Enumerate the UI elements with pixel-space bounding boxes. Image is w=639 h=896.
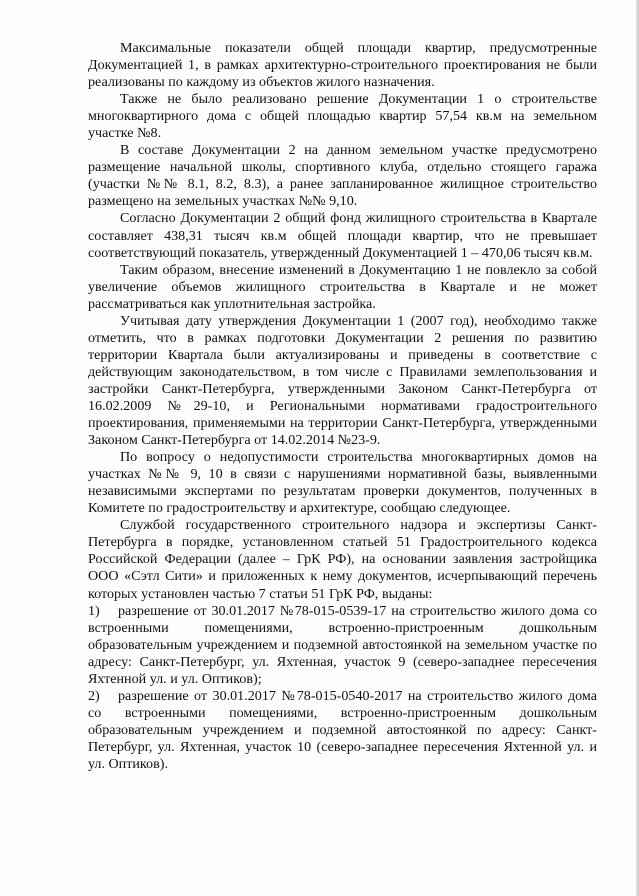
paragraph-1: Максимальные показатели общей площади квартир, предусмотренные Документацией 1, в рамках архитектурно-строительного проектирования не были реализованы по каждому из объектов жилого назначения. (88, 40, 597, 91)
list-item-text: разрешение от 30.01.2017 №78-015-0539-17 на строительство жилого дома со встроенными помещениями, встроенно-пристроенным дошкольным образовательным учреждением и подземной автостоянкой на земельном участке по адресу: Санкт-Петербург, ул. Яхтенная, участок 9 (северо-западнее пересечения Яхтенной ул. и ул. Оптиков); (88, 602, 597, 687)
paragraph-6: Учитывая дату утверждения Документации 1 (2007 год), необходимо также отметить, что в рамках подготовки Документации 2 решения по развитию территории Квартала были актуализированы и приведены в соответствие с действующим законодательством, в том числе с Правилами землепользования и застройки Санкт-Петербурга, утвержденными Законом Санкт-Петербурга от 16.02.2009 №29-10, и Региональными нормативами градостроительного проектирования, применяемыми на территории Санкт-Петербурга, утвержденными Законом Санкт-Петербурга от 14.02.2014 №23-9. (88, 312, 597, 449)
paragraph-8: Службой государственного строительного надзора и экспертизы Санкт-Петербурга в порядке, установленном статьей 51 Градостроительного кодекса Российской Федерации (далее – ГрК РФ), на основании заявления застройщика ООО «Сэтл Сити» и приложенных к нему документов, исчерпывающий перечень которых установлен частью 7 статьи 51 ГрК РФ, выданы: (88, 517, 597, 602)
paragraph-7: По вопросу о недопустимости строительства многоквартирных домов на участках №№ 9, 10 в связи с нарушениями нормативной базы, выявленными независимыми экспертами по результатам проверки документов, полученных в Комитете по градостроительству и архитектуре, сообщаю следующее. (88, 449, 597, 517)
list-item-number: 2) (88, 687, 100, 704)
list-item (88, 688, 597, 773)
paragraph-3: В составе Документации 2 на данном земельном участке предусмотрено размещение начальной школы, спортивного клуба, отдельно стоящего гаража (участки №№ 8.1, 8.2, 8.3), а ранее запланированное жилищное строительство размещено на земельных участках №№ 9,10. (88, 142, 597, 210)
document-body (88, 40, 597, 773)
list-item-number: 1) (88, 602, 100, 619)
paragraph-4: Согласно Документации 2 общий фонд жилищного строительства в Квартале составляет 438,31 тысяч кв.м общей площади квартир, что не превышает соответствующий показатель, утвержденный Документацией 1 – 470,06 тысяч кв.м. (88, 210, 597, 261)
paragraph-5: Таким образом, внесение изменений в Документацию 1 не повлекло за собой увеличение объемов жилищного строительства в Квартале и не может рассматриваться как уплотнительная застройка. (88, 261, 597, 312)
paragraph-2: Также не было реализовано решение Документации 1 о строительстве многоквартирного дома с общей площадью квартир 57,54 кв.м на земельном участке №8. (88, 91, 597, 142)
list-item-text: разрешение от 30.01.2017 №78-015-0540-2017 на строительство жилого дома со встроенными помещениями, встроенно-пристроенным дошкольным образовательным учреждением и подземной автостоянкой по адресу: Санкт-Петербург, ул. Яхтенная, участок 10 (северо-западнее пересечения Яхтенной ул. и ул. Оптиков). (88, 687, 597, 772)
list-item (88, 603, 597, 688)
